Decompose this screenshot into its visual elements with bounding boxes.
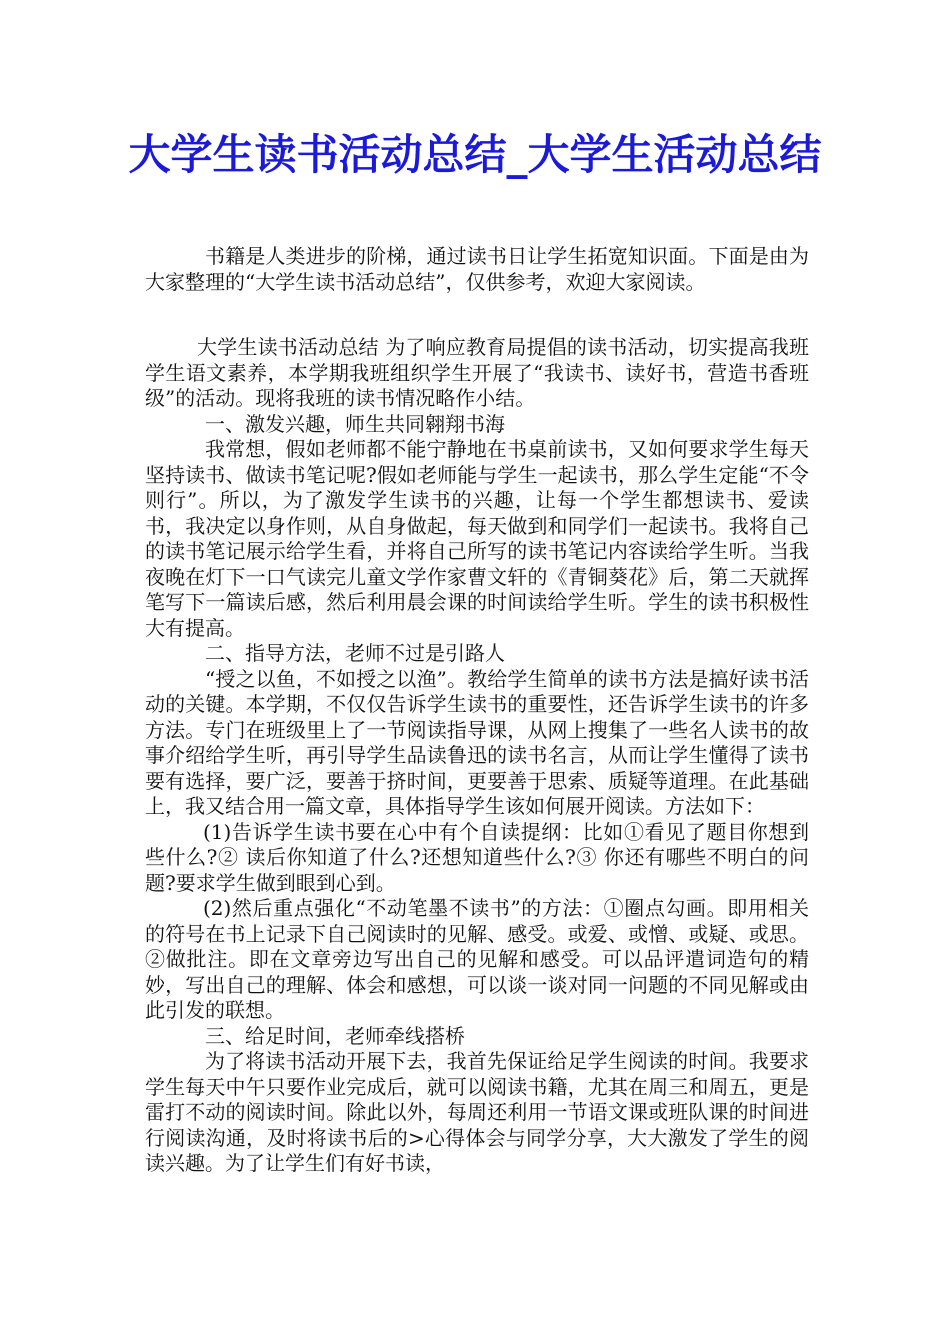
section-heading-2: 二、指导方法，老师不过是引路人 [205,641,505,665]
section-3-paragraph: 为了将读书活动开展下去，我首先保证给足学生阅读的时间。我要求学生每天中午只要作业完成后，就可以阅读书籍，尤其在周三和周五，更是雷打不动的阅读时间。除此以外，每周还利用一节语文课或班队课的时间进行阅读沟通，及时将读书后的>心得体会与同学分享，大大激发了学生的阅读兴趣。为了让学生们有好书读， [145,1049,809,1175]
section-2-paragraph: “授之以鱼，不如授之以渔”。教给学生简单的读书方法是搞好读书活动的关键。本学期，不仅仅告诉学生读书的重要性，还告诉学生读书的许多方法。专门在班级里上了一节阅读指导课，从网上搜集了一些名人读书的故事介绍给学生听，再引导学生品读鲁迅的读书名言，从而让学生懂得了读书要有选择，要广泛，要善于挤时间，更要善于思索、质疑等道理。在此基础上，我又结合用一篇文章，具体指导学生该如何展开阅读。方法如下： [145,666,809,818]
section-heading-1: 一、激发兴趣，师生共同翱翔书海 [205,411,505,436]
document-title: 大学生读书活动总结_大学生活动总结 [128,130,822,179]
paragraph-spacer [145,295,809,335]
method-2-paragraph: (2)然后重点强化“不动笔墨不读书”的方法：①圈点勾画。即用相关的符号在书上记录下自己阅读时的见解、感受。或爱、或憎、或疑、或思。②做批注。即在文章旁边写出自己的见解和感受。可以品评遣词造句的精妙，写出自己的理解、体会和感想，可以谈一谈对同一问题的不同见解或由此引发的联想。 [145,896,809,1022]
section-heading-3: 三、给足时间，老师牵线搭桥 [205,1023,465,1048]
summary-paragraph: 大学生读书活动总结 为了响应教育局提倡的读书活动，切实提高我班学生语文素养，本学期我班组织学生开展了“我读书、读好书，营造书香班级”的活动。现将我班的读书情况略作小结。 [145,335,809,410]
section-1-paragraph: 我常想，假如老师都不能宁静地在书桌前读书，又如何要求学生每天坚持读书、做读书笔记呢?假如老师能与学生一起读书，那么学生定能“不令则行”。所以，为了激发学生读书的兴趣，让每一个学生都想读书、爱读书，我决定以身作则，从自身做起，每天做到和同学们一起读书。我将自己的读书笔记展示给学生看，并将自己所写的读书笔记内容读给学生听。当我夜晚在灯下一口气读完儿童文学作家曹文轩的《青铜葵花》后，第二天就挥笔写下一篇读后感，然后利用晨会课的时间读给学生听。学生的读书积极性大有提高。 [145,437,809,640]
intro-paragraph: 书籍是人类进步的阶梯，通过读书日让学生拓宽知识面。下面是由为大家整理的“大学生读书活动总结”，仅供参考，欢迎大家阅读。 [145,244,809,294]
document-body [145,244,809,1177]
method-1-paragraph: (1)告诉学生读书要在心中有个自读提纲：比如①看见了题目你想到些什么?② 读后你知道了什么?还想知道些什么?③ 你还有哪些不明白的问题?要求学生做到眼到心到。 [145,819,809,895]
